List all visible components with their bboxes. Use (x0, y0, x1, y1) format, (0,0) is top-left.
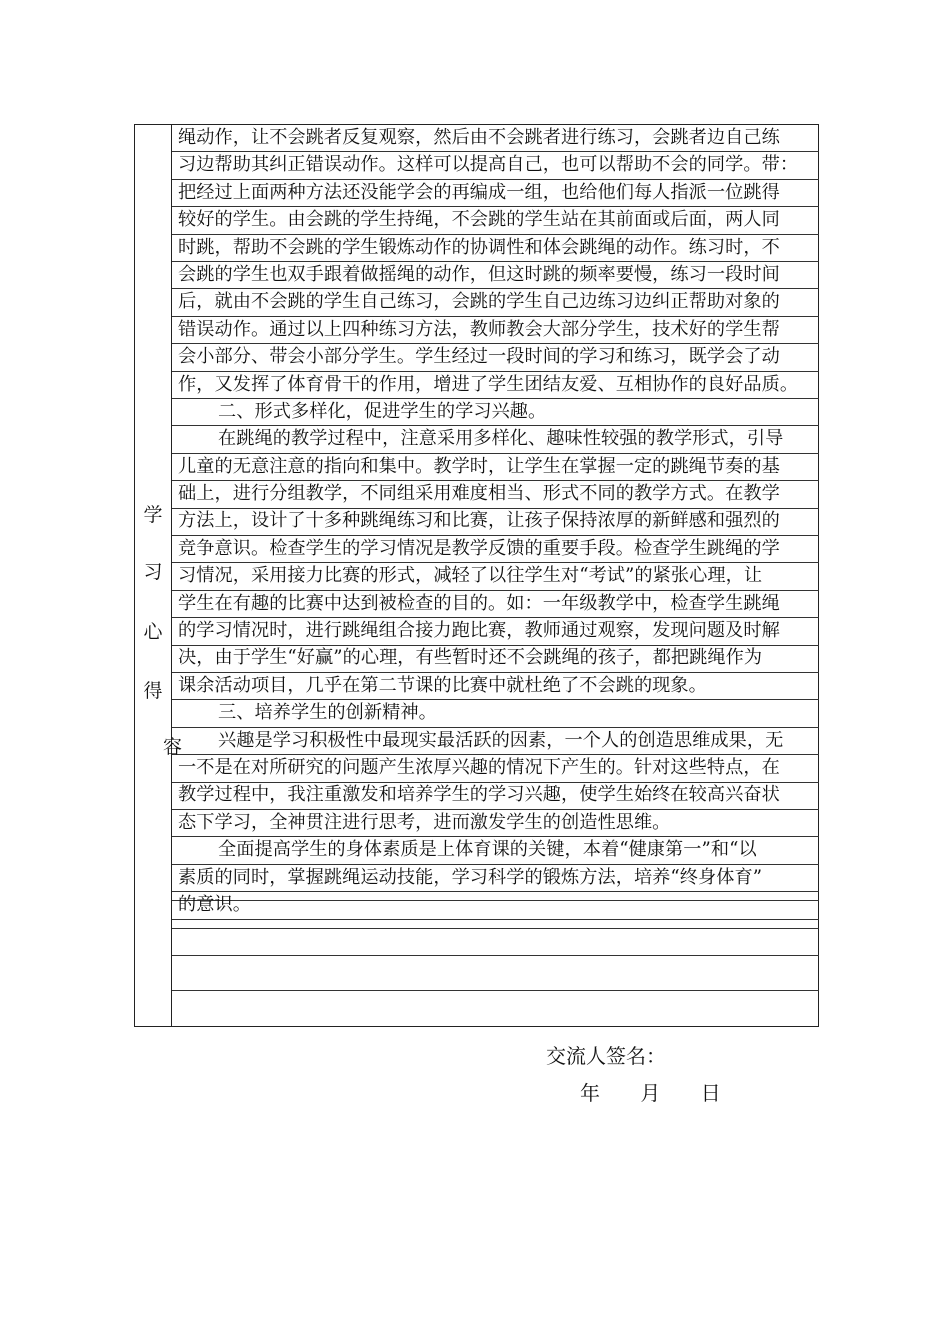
text-line: 决，由于学生“好赢”的心理，有些暂时还不会跳绳的孩子，都把跳绳作为 (178, 647, 763, 669)
text-line: 一不是在对所研究的问题产生浓厚兴趣的情况下产生的。针对这些特点，在 (178, 756, 780, 778)
text-line: 作，又发挥了体育骨干的作用，增进了学生团结友爱、互相协作的良好品质。 (178, 373, 799, 395)
text-line: 三、培养学生的创新精神。 (218, 702, 437, 724)
date-year-label: 年 (580, 1081, 600, 1105)
text-line: 的学习情况时，进行跳绳组合接力跑比赛，教师通过观察，发现问题及时解 (178, 620, 780, 642)
side-label-char: 学 (143, 504, 163, 526)
rule-line (172, 955, 819, 956)
signature-label: 交流人签名： (546, 1044, 666, 1068)
side-label-char: 心 (143, 621, 163, 643)
text-line: 习边帮助其纠正错误动作。这样可以提高自己，也可以帮助不会的同学。带： (178, 154, 799, 176)
text-line: 后，就由不会跳的学生自己练习，会跳的学生自己边练习边纠正帮助对象的 (178, 291, 780, 313)
text-line: 会跳的学生也双手跟着做摇绳的动作，但这时跳的频率要慢，练习一段时间 (178, 263, 780, 285)
text-line: 在跳绳的教学过程中，注意采用多样化、趣味性较强的教学形式，引导 (218, 428, 784, 450)
side-label-char: 得 (143, 680, 163, 702)
text-line: 习情况，采用接力比赛的形式，减轻了以往学生对“考试”的紧张心理，让 (178, 565, 763, 587)
text-line: 课余活动项目，几乎在第二节课的比赛中就杜绝了不会跳的现象。 (178, 674, 707, 696)
text-line: 会小部分、带会小部分学生。学生经过一段时间的学习和练习，既学会了动 (178, 346, 780, 368)
text-line: 错误动作。通过以上四种练习方法，教师教会大部分学生，技术好的学生帮 (178, 318, 780, 340)
date-month-label: 月 (640, 1081, 661, 1105)
notes-content (178, 124, 818, 918)
text-line: 素质的同时，掌握跳绳运动技能，学习科学的锻炼方法，培养“终身体育” (178, 866, 763, 888)
text-line: 教学过程中，我注重激发和培养学生的学习兴趣，使学生始终在较高兴奋状 (178, 784, 780, 806)
text-line: 较好的学生。由会跳的学生持绳，不会跳的学生站在其前面或后面，两人同 (178, 209, 780, 231)
date-day-label: 日 (700, 1081, 721, 1105)
text-line: 态下学习，全神贯注进行思考，进而激发学生的创造性思维。 (178, 811, 671, 833)
text-line: 方法上，设计了十多种跳绳练习和比赛，让孩子保持浓厚的新鲜感和强烈的 (178, 510, 780, 532)
text-line: 儿童的无意注意的指向和集中。教学时，让学生在掌握一定的跳绳节奏的基 (178, 455, 780, 477)
text-line: 二、形式多样化，促进学生的学习兴趣。 (218, 400, 547, 422)
text-line: 础上，进行分组教学，不同组采用难度相当、形式不同的教学方式。在教学 (178, 483, 780, 505)
text-line: 全面提高学生的身体素质是上体育课的关键，本着“健康第一”和“以 (218, 839, 757, 861)
text-line: 的意识。 (178, 893, 251, 915)
rule-line (172, 990, 819, 991)
side-label-char: 习 (143, 561, 163, 583)
rule-line (172, 919, 819, 920)
side-label-char-overlap: 容 (163, 736, 183, 758)
text-line: 学生在有趣的比赛中达到被检查的目的。如：一年级教学中，检查学生跳绳 (178, 592, 780, 614)
date-line (580, 1077, 721, 1106)
rule-line (172, 928, 819, 929)
text-line: 把经过上面两种方法还没能学会的再编成一组，也给他们每人指派一位跳得 (178, 181, 780, 203)
text-line: 兴趣是学习积极性中最现实最活跃的因素，一个人的创造思维成果，无 (218, 729, 784, 751)
text-line: 绳动作，让不会跳者反复观察，然后由不会跳者进行练习，会跳者边自己练 (178, 127, 780, 148)
text-line: 竞争意识。检查学生的学习情况是教学反馈的重要手段。检查学生跳绳的学 (178, 537, 780, 559)
text-line: 时跳，帮助不会跳的学生锻炼动作的协调性和体会跳绳的动作。练习时，不 (178, 236, 780, 258)
